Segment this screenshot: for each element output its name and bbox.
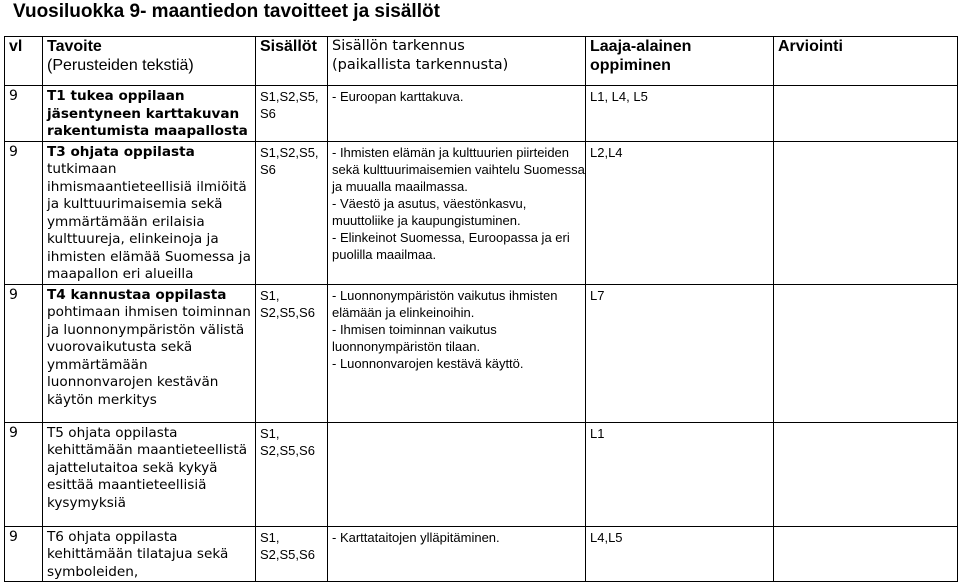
header-tarkennus xyxy=(328,37,586,86)
tarkennus-item: - Väestö ja asutus, väestönkasvu, muuttoliike ja kaupungistuminen. xyxy=(332,195,527,228)
vl-value: 9 xyxy=(9,528,18,545)
arviointi-cell xyxy=(774,284,958,422)
tarkennus-item: - Elinkeinot Suomessa, Euroopassa ja eri puolilla maailmaa. xyxy=(332,229,570,262)
sisallot-cell xyxy=(256,526,328,582)
table-header-row xyxy=(5,37,958,86)
vl-value: 9 xyxy=(9,143,18,160)
header-vl-label: vl xyxy=(9,38,23,55)
vl-cell xyxy=(5,526,43,582)
header-arviointi-label: Arviointi xyxy=(778,38,843,55)
vl-cell xyxy=(5,141,43,284)
header-sisallot xyxy=(256,37,328,86)
arviointi-cell xyxy=(774,526,958,582)
tavoite-lead: T6 ohjata oppilasta kehittämään tilatajua sekä symboleiden, xyxy=(47,528,229,580)
vl-cell xyxy=(5,284,43,422)
tavoite-lead: T5 ohjata oppilasta kehittämään maantieteellistä ajattelutaitoa sekä kykyä esittää maantieteellisiä kysymyksiä xyxy=(47,424,248,511)
laaja-value: L4,L5 xyxy=(590,529,623,545)
header-vl xyxy=(5,37,43,86)
arviointi-value xyxy=(778,86,957,88)
arviointi-cell xyxy=(774,141,958,284)
arviointi-value xyxy=(778,423,957,425)
arviointi-value xyxy=(778,142,957,144)
tavoite-text: tutkimaan ihmismaantieteellisiä ilmiöitä ja kulttuurimaisemia sekä ymmärtämään erilaisia kulttuureja, elinkeinoja ja ihmisten elämää Suomessa ja maapallon eri alueilla xyxy=(47,161,251,282)
arviointi-cell xyxy=(774,422,958,526)
tarkennus-cell xyxy=(328,86,586,142)
sisallot-value: S1, S2,S5,S6 xyxy=(260,287,315,320)
tavoite-cell xyxy=(43,526,256,582)
tavoite-text: pohtimaan ihmisen toiminnan ja luonnonympäristön välistä vuorovaikutusta sekä ymmärtämään luonnonvarojen kestävän käytön merkitys xyxy=(47,304,251,408)
tavoite-cell xyxy=(43,141,256,284)
table-row xyxy=(5,141,958,284)
tarkennus-item: - Luonnonvarojen kestävä käyttö. xyxy=(332,355,524,371)
tarkennus-cell xyxy=(328,141,586,284)
sisallot-value: S1,S2,S5, S6 xyxy=(260,144,319,177)
laaja-cell xyxy=(586,141,774,284)
sisallot-cell xyxy=(256,86,328,142)
header-tavoite-sublabel: (Perusteiden tekstiä) xyxy=(47,57,194,74)
arviointi-cell xyxy=(774,86,958,142)
tavoite-lead: T4 kannustaa oppilasta xyxy=(47,286,227,303)
laaja-value: L2,L4 xyxy=(590,144,623,160)
table-row xyxy=(5,422,958,526)
sisallot-cell xyxy=(256,422,328,526)
tavoite-cell xyxy=(43,284,256,422)
laaja-value: L1, L4, L5 xyxy=(590,89,648,104)
vl-cell xyxy=(5,422,43,526)
tavoite-cell xyxy=(43,86,256,142)
vl-value: 9 xyxy=(9,424,18,441)
vl-cell xyxy=(5,86,43,142)
tarkennus-cell xyxy=(328,526,586,582)
curriculum-table xyxy=(4,36,958,582)
tarkennus-item: - Luonnonympäristön vaikutus ihmisten elämään ja elinkeinoihin. xyxy=(332,287,558,320)
sisallot-value: S1, S2,S5,S6 xyxy=(260,529,315,562)
page-title: Vuosiluokka 9- maantiedon tavoitteet ja sisällöt xyxy=(13,1,440,22)
tavoite-text: jäsentyneen karttakuvan rakentumista maapallosta xyxy=(47,105,248,139)
arviointi-value xyxy=(778,285,957,287)
table-row xyxy=(5,86,958,142)
arviointi-value xyxy=(778,527,957,529)
tavoite-lead: T1 tukea oppilaan xyxy=(47,88,185,104)
sisallot-value: S1,S2,S5, S6 xyxy=(260,89,319,121)
sisallot-cell xyxy=(256,284,328,422)
laaja-cell xyxy=(586,422,774,526)
vl-value: 9 xyxy=(9,88,18,104)
tarkennus-cell xyxy=(328,284,586,422)
vl-value: 9 xyxy=(9,286,18,303)
tarkennus-item: - Ihmisen toiminnan vaikutus luonnonympäristön tilaan. xyxy=(332,321,497,354)
laaja-value: L1 xyxy=(590,425,605,441)
laaja-cell xyxy=(586,86,774,142)
laaja-cell xyxy=(586,284,774,422)
tarkennus-item: - Euroopan karttakuva. xyxy=(332,89,464,104)
tarkennus-cell xyxy=(328,422,586,526)
header-tavoite xyxy=(43,37,256,86)
table-row xyxy=(5,284,958,422)
tarkennus-item: - Karttataitojen ylläpitäminen. xyxy=(332,529,500,545)
header-laaja-sublabel: oppiminen xyxy=(590,57,671,74)
table-row xyxy=(5,526,958,582)
header-tavoite-label: Tavoite xyxy=(47,38,102,55)
tavoite-cell xyxy=(43,422,256,526)
header-tarkennus-sublabel: (paikallista tarkennusta) xyxy=(332,57,509,73)
header-laaja xyxy=(586,37,774,86)
sisallot-value: S1, S2,S5,S6 xyxy=(260,425,315,458)
sisallot-cell xyxy=(256,141,328,284)
tavoite-lead: T3 ohjata oppilasta xyxy=(47,143,195,160)
tarkennus-item: - Ihmisten elämän ja kulttuurien piirteiden sekä kulttuurimaisemien vaihtelu Suomessa ja muualla maailmassa. xyxy=(332,144,585,194)
header-laaja-label: Laaja-alainen xyxy=(590,38,692,55)
header-arviointi xyxy=(774,37,958,86)
header-sisallot-label: Sisällöt xyxy=(260,38,317,55)
header-tarkennus-label: Sisällön tarkennus xyxy=(332,38,465,54)
laaja-cell xyxy=(586,526,774,582)
laaja-value: L7 xyxy=(590,287,605,303)
